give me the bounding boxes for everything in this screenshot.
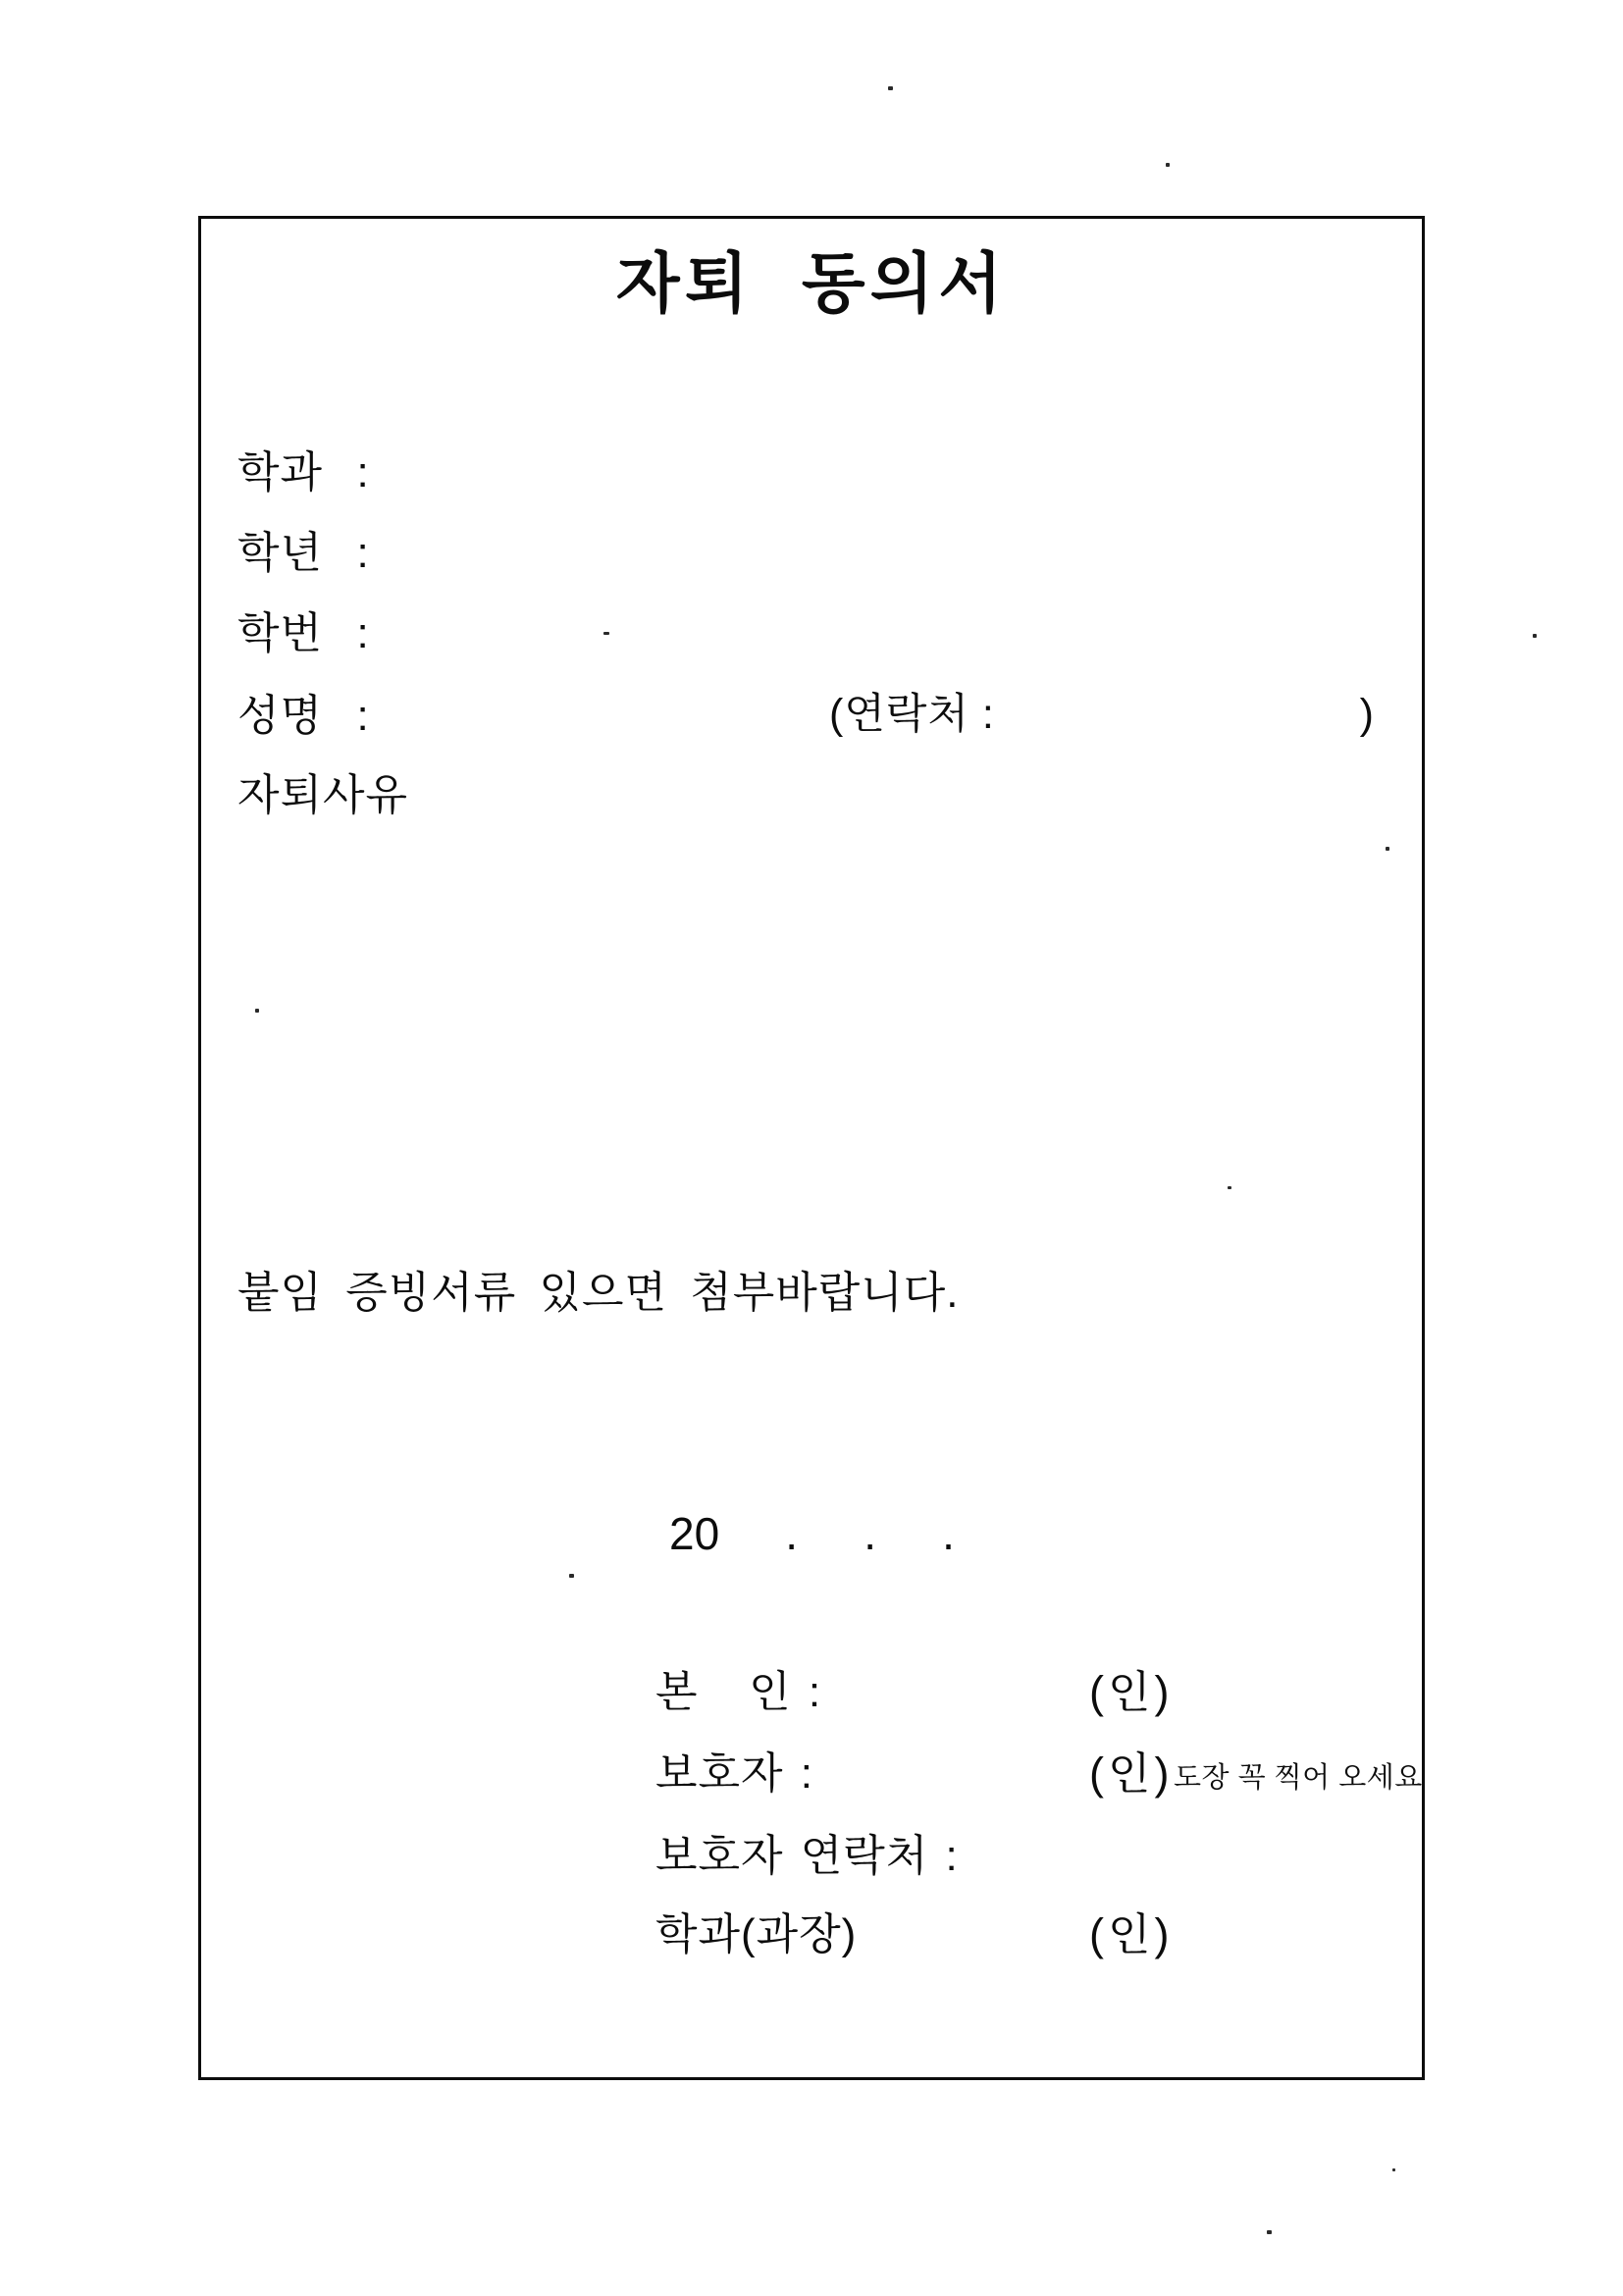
scan-speck <box>1386 847 1389 851</box>
signature-label-guardian: 보호자 : <box>655 1749 813 1798</box>
contact-close-paren: ) <box>1359 691 1375 738</box>
scan-speck <box>1166 163 1170 167</box>
field-grade-year: 학년 : <box>237 529 370 577</box>
scan-speck <box>603 632 609 635</box>
signature-label-department-head: 학과(과장) <box>655 1910 858 1958</box>
scan-speck <box>1228 1186 1231 1189</box>
contact-inline-field <box>829 691 1375 739</box>
form-title: 자퇴 동의서 <box>615 247 1008 321</box>
seal-placeholder-department-head: (인) <box>1089 1909 1174 1959</box>
signature-label-self: 본 인 : <box>655 1668 822 1716</box>
scan-speck <box>1392 2168 1395 2171</box>
signature-label-guardian-contact: 보호자 연락처 : <box>655 1832 959 1880</box>
scan-speck <box>1267 2230 1272 2234</box>
date-line: 20 . . . <box>669 1508 955 1559</box>
scan-speck <box>569 1574 574 1578</box>
attachment-note: 붙임 증빙서류 있으면 첨부바랍니다. <box>237 1269 960 1317</box>
seal-placeholder-guardian: (인) <box>1089 1748 1174 1799</box>
scan-speck <box>1533 634 1537 638</box>
scan-speck <box>888 86 893 90</box>
field-department: 학과 : <box>237 448 370 496</box>
scan-speck <box>255 1009 259 1013</box>
seal-placeholder-self: (인) <box>1089 1667 1174 1717</box>
contact-open-label: (연락처 : <box>829 691 995 738</box>
field-student-id: 학번 : <box>237 609 370 657</box>
field-withdrawal-reason: 자퇴사유 <box>237 771 409 819</box>
seal-reminder-note: 도장 꼭 찍어 오세요 <box>1174 1762 1423 1794</box>
field-name: 성명 : <box>237 692 370 740</box>
form-border-box <box>198 216 1425 2080</box>
